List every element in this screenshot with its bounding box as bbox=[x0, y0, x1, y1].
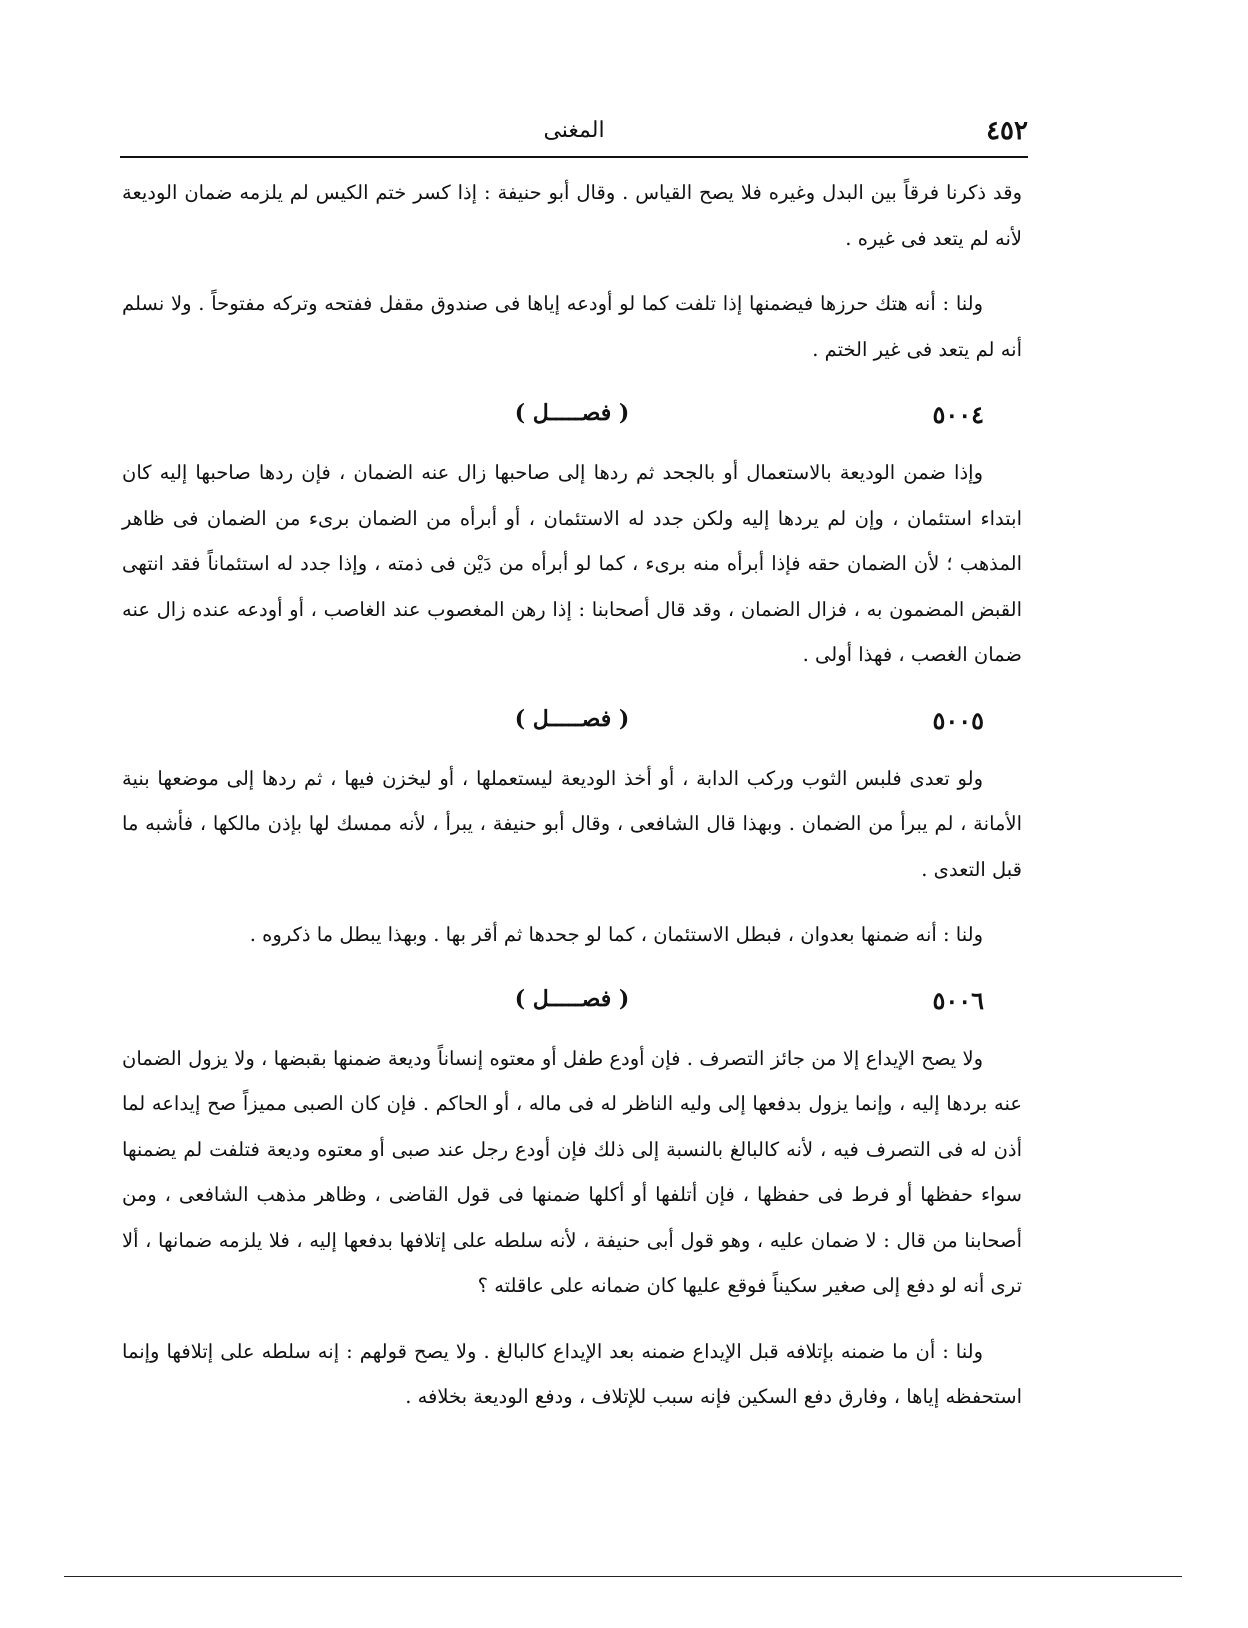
section-title: ( فصـــــل ) bbox=[514, 400, 630, 426]
section-heading bbox=[122, 392, 1022, 440]
section-number: ٥٠٠٦ bbox=[932, 985, 984, 1015]
page-body bbox=[122, 170, 1022, 1440]
page-number: ٤٥٢ bbox=[986, 116, 1028, 146]
section-heading bbox=[122, 698, 1022, 746]
section-number: ٥٠٠٤ bbox=[932, 400, 984, 429]
section-title: ( فصـــــل ) bbox=[514, 985, 630, 1012]
page-header bbox=[120, 112, 1028, 152]
running-title: المغنى bbox=[543, 118, 605, 143]
section-number: ٥٠٠٥ bbox=[932, 705, 984, 735]
section-title: ( فصـــــل ) bbox=[514, 705, 630, 732]
paragraph: ولنا : أنه ضمنها بعدوان ، فبطل الاستئمان ، كما لو جحدها ثم أقر بها . وبهذا يبطل ما ذكروه . bbox=[249, 923, 983, 946]
paragraph: ولنا : أن ما ضمنه بإتلافه قبل الإيداع ضمنه بعد الإيداع كالبالغ . ولا يصح قولهم : إنه سلطه على إتلافها وإنما استحفظه إياها ، وفارق دفع السكين فإنه سبب للإتلاف ، ودفع الوديعة بخلافه . bbox=[122, 1339, 1022, 1408]
paragraph: ولنا : أنه هتك حرزها فيضمنها إذا تلفت كما لو أودعه إياها فى صندوق مقفل ففتحه وتركه مفتوحاً . ولا نسلم أنه لم يتعد فى غير الختم . bbox=[122, 292, 1022, 361]
paragraph: وقد ذكرنا فرقاً بين البدل وغيره فلا يصح القياس . وقال أبو حنيفة : إذا كسر ختم الكيس لم يلزمه ضمان الوديعة لأنه لم يتعد فى غيره . bbox=[122, 181, 1022, 250]
paragraph: وإذا ضمن الوديعة بالاستعمال أو بالجحد ثم ردها إلى صاحبها زال عنه الضمان ، فإن ردها صاحبها إليه كان ابتداء استئمان ، وإن لم يردها إليه ولكن جدد له الاستئمان ، أو أبرأه من الضمان برىء من الضمان فى ظاهر المذهب ؛ لأن الضمان حقه فإذا أبرأه منه برىء ، كما لو أبرأه من دَيْن فى ذمته ، وإذا جدد له استئماناً فقد انتهى القبض المضمون به ، فزال الضمان ، وقد قال أصحابنا : إذا رهن المغصوب عند الغاصب ، أو أودعه عنده زال عنه ضمان الغصب ، فهذا أولى . bbox=[122, 461, 1022, 666]
header-rule bbox=[120, 156, 1028, 158]
footer-rule bbox=[64, 1576, 1182, 1577]
paragraph: ولو تعدى فلبس الثوب وركب الدابة ، أو أخذ الوديعة ليستعملها ، أو ليخزن فيها ، ثم ردها إلى موضعها بنية الأمانة ، لم يبرأ من الضمان . وبهذا قال الشافعى ، وقال أبو حنيفة ، يبرأ ، لأنه ممسك لها بإذن مالكها ، فأشبه ما قبل التعدى . bbox=[122, 766, 1022, 881]
paragraph: ولا يصح الإيداع إلا من جائز التصرف . فإن أودع طفل أو معتوه إنساناً وديعة ضمنها بقبضها ، ولا يزول الضمان عنه بردها إليه ، وإنما يزول بدفعها إلى وليه الناظر له فى ماله ، أو الحاكم . فإن كان الصبى مميزاً صح إيداعه لما أذن له فى التصرف فيه ، لأنه كالبالغ بالنسبة إلى ذلك فإن أودع رجل عند صبى أو معتوه وديعة فتلفت لم يضمنها سواء حفظها أو فرط فى حفظها ، فإن أتلفها أو أكلها ضمنها فى قول القاضى ، وظاهر مذهب الشافعى ، ومن أصحابنا من قال : لا ضمان عليه ، وهو قول أبى حنيفة ، لأنه سلطه على إتلافها بدفعها إليه ، فلا يلزمه ضمانها ، ألا ترى أنه لو دفع إلى صغير سكيناً فوقع عليها كان ضمانه على عاقلته ؟ bbox=[122, 1046, 1022, 1297]
section-heading bbox=[122, 978, 1022, 1026]
